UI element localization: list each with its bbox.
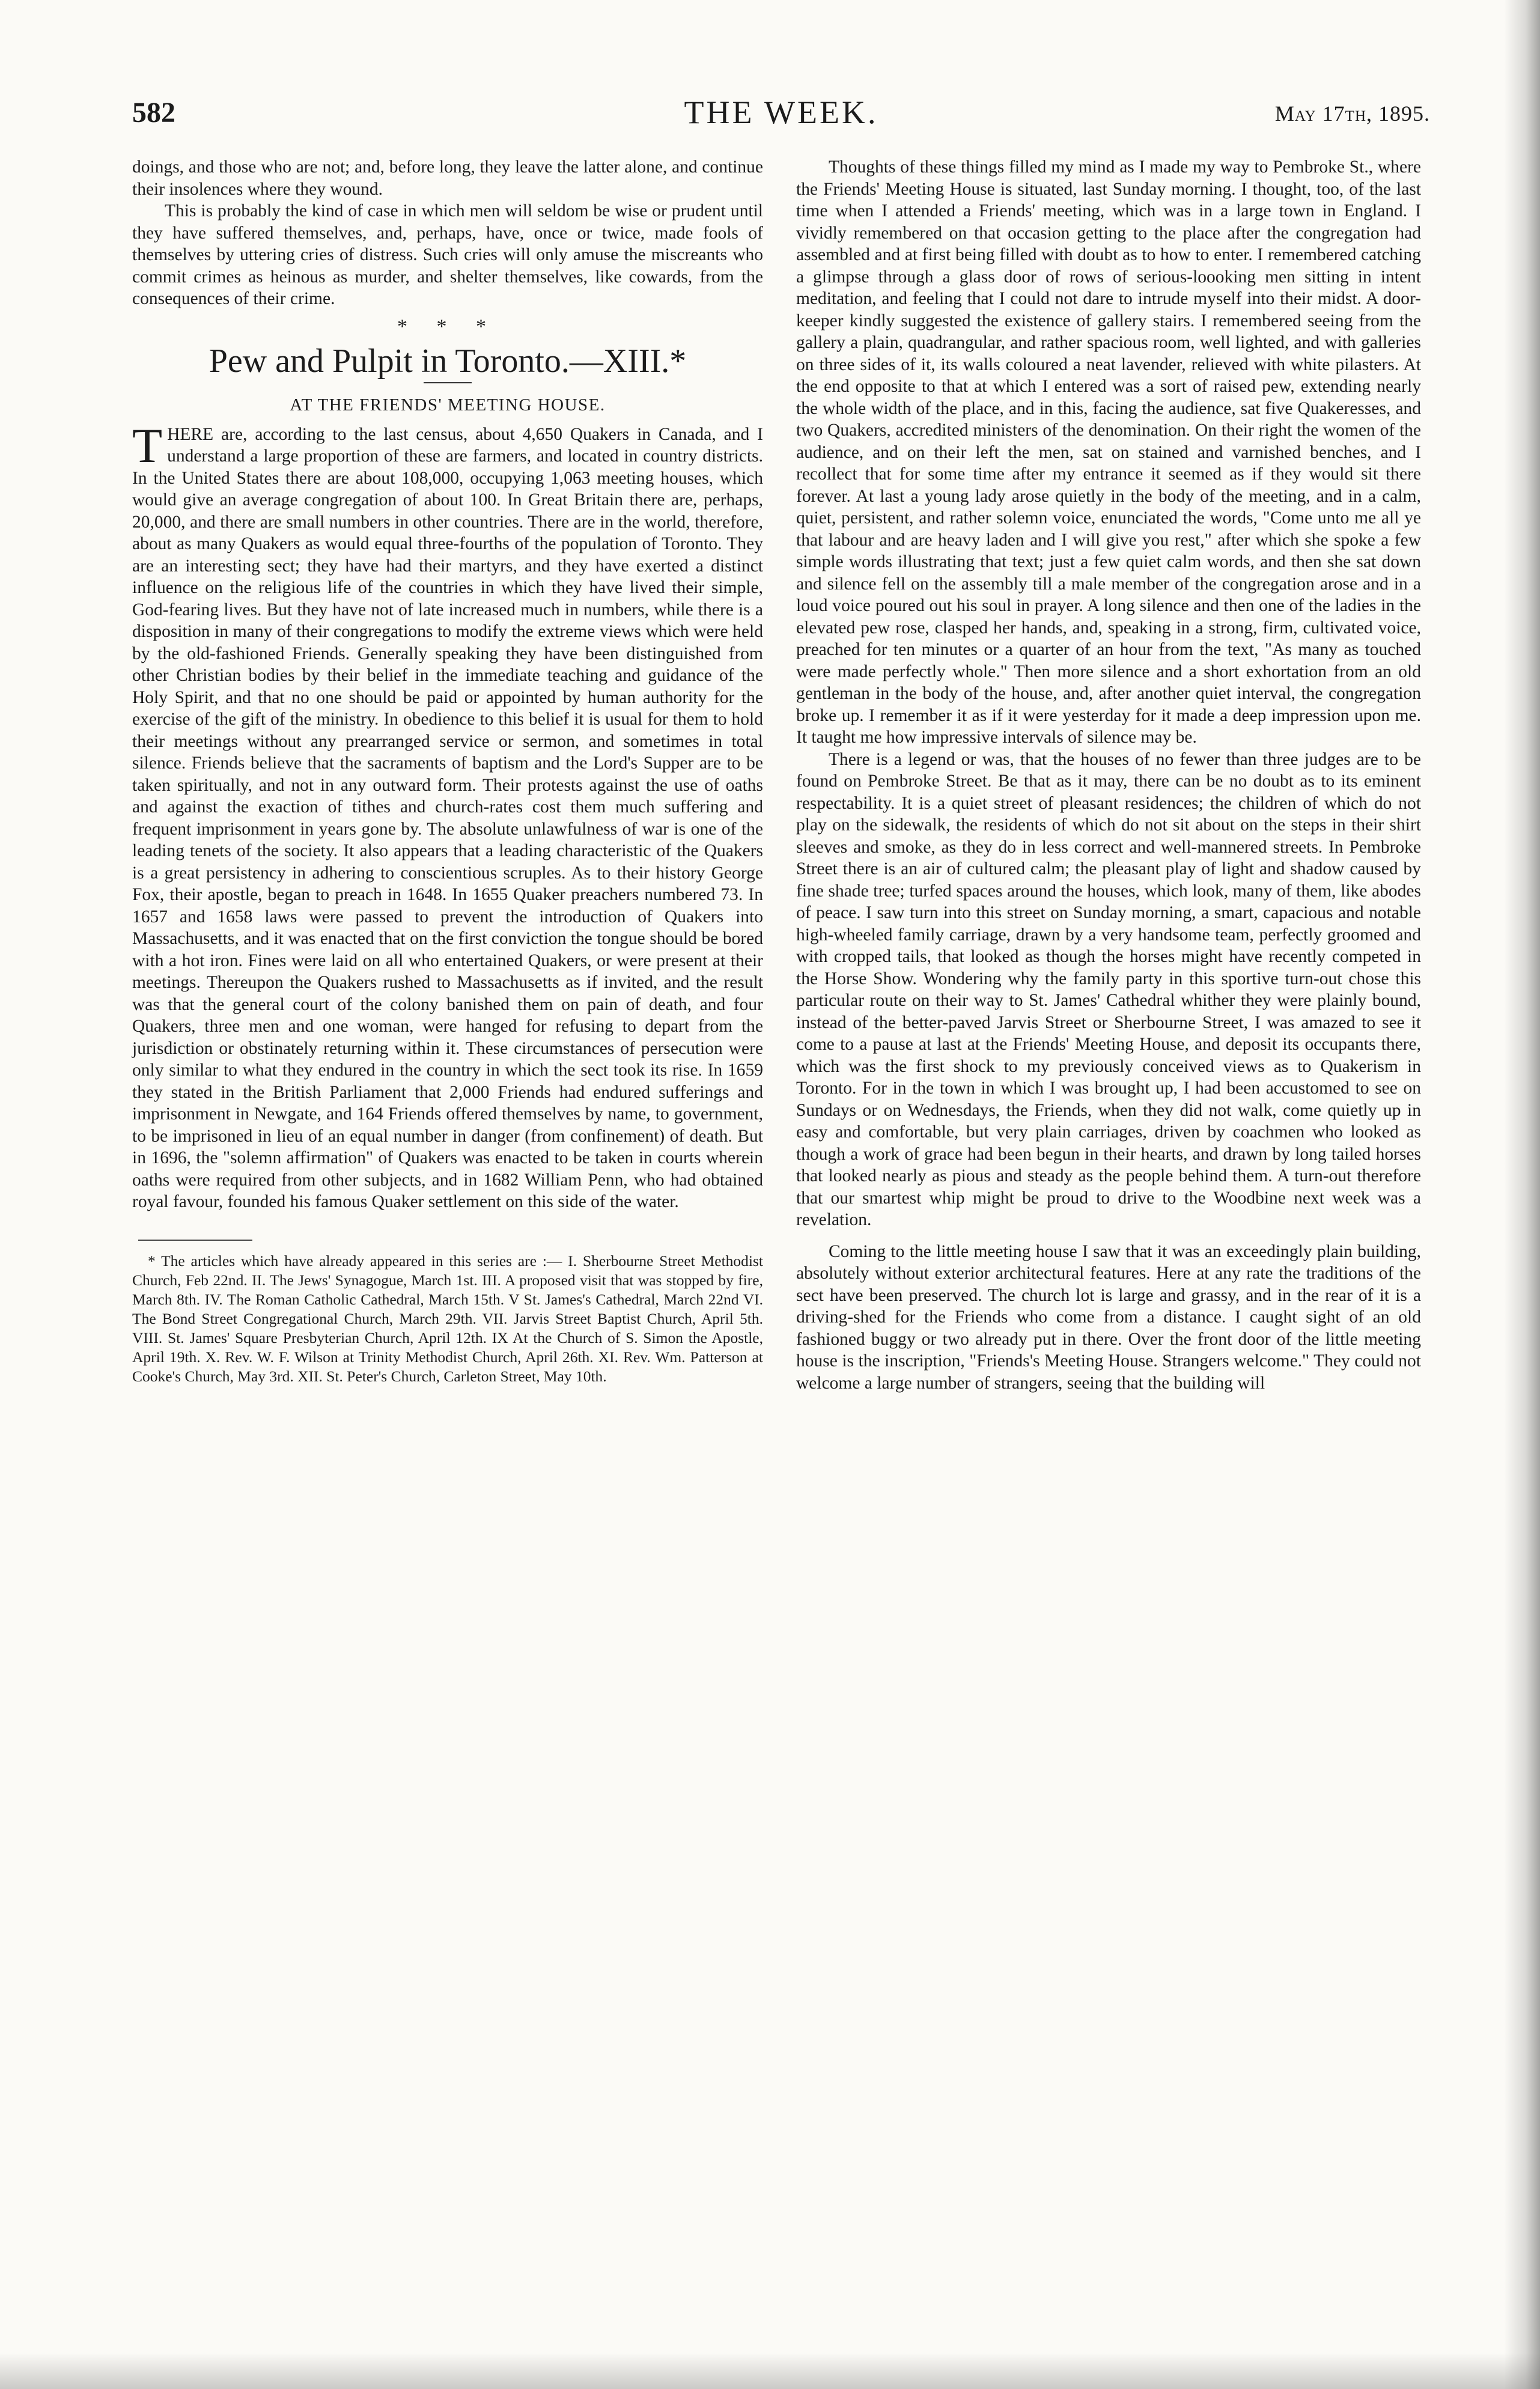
- article-body-text: HERE are, according to the last census, about 4,650 Quakers in Canada, and I understand a large proportion of these are farmers, and located in country districts. In the United States there are about 108,000, occupying 1,063 meeting houses, which would give an average congregation of about 100. In Great Britain there are, perhaps, 20,000, and there are small numbers in other countries. There are in the world, therefore, about as many Quakers as would equal three-fourths of the population of Toronto. They are an interesting sect; they have had their martyrs, and they have exerted a distinct influence on the religious life of the countries in which they have lived their simple, God-fearing lives. But they have not of late increased much in numbers, while there is a disposition in many of their congregations to modify the extreme views which were held by the old-fashioned Friends. Generally speaking they have been distinguished from other Christian bodies by their belief in the immediate teaching and guidance of the Holy Spirit, and that no one should be paid or appointed by human authority for the exercise of the gift of the ministry. In obedience to this belief it is usual for them to hold their meetings without any prearranged service or sermon, and sometimes in total silence. Friends believe that the sacraments of baptism and the Lord's Supper are to be taken spiritually, and not in any outward form. Their protests against the use of oaths and against the exaction of tithes and church-rates cost them much suffering and frequent imprisonment in years gone by. The absolute unlawfulness of war is one of the leading tenets of the society. It also appears that a leading characteristic of the Quakers is a great persistency in adhering to conscientious scruples. As to their history George Fox, their apostle, began to preach in 1648. In 1655 Quaker preachers numbered 73. In 1657 and 1658 laws were passed to prevent the introduction of Quakers into Massachusetts, and it was enacted that on the first conviction the tongue should be bored with a hot iron. Fines were laid on all who entertained Quakers, or were present at their meetings. Thereupon the Quakers rushed to Massachusetts as if invited, and the result was that the general court of the colony banished them on pain of death, and four Quakers, three men and one woman, were hanged for refusing to depart from the jurisdiction or obstinately returning within it. These circumstances of persecution were only similar to what they endured in the country in which the sect took its rise. In 1659 they stated in the British Parliament that 2,000 Friends had endured sufferings and imprisonment in Newgate, and 164 Friends offered themselves by name, to government, to be imprisoned in lieu of an equal number in danger (from confinement) of death. But in 1696, the "solemn affirmation" of Quakers was enacted to be taken in courts wherein oaths were required from other subjects, and in 1682 William Penn, who had obtained royal favour, founded his famous Quaker settlement on this side of the water.: [132, 424, 763, 1211]
- page-number: 582: [132, 97, 175, 129]
- drop-cap: T: [132, 418, 163, 473]
- right-column: [796, 156, 1421, 1394]
- title-divider: [424, 382, 472, 383]
- intro-paragraph: This is probably the kind of case in which men will seldom be wise or prudent until they have suffered themselves, and, perhaps, have, once or twice, made fools of themselves by uttering cries of distress. Such cries will only amuse the miscreants who commit crimes as heinous as murder, and shelter themselves, like cowards, from the consequences of their crime.: [132, 201, 763, 308]
- journal-title: THE WEEK.: [684, 94, 878, 130]
- article-body-paragraph: [132, 418, 763, 1213]
- footnote: [132, 1252, 763, 1386]
- section-asterism: * * *: [397, 315, 498, 338]
- page-bottom-shadow: [0, 2353, 1540, 2389]
- page-edge-shadow: [1504, 0, 1540, 2389]
- issue-date: [1275, 101, 1430, 126]
- body-paragraph: Coming to the little meeting house I saw that it was an exceedingly plain building, absolutely without exterior architectural features. Here at any rate the traditions of the sect have been preserved. The church lot is large and grassy, and in the rear of it is a driving-shed for the Friends who come from a distance. I caught sight of an old fashioned buggy or two already put in there. Over the front door of the little meeting house is the inscription, "Friends's Meeting House. Strangers welcome." They could not welcome a large number of strangers, seeing that the building will: [796, 1241, 1421, 1393]
- article-subhead: AT THE FRIENDS' MEETING HOUSE.: [290, 395, 606, 415]
- article-title: Pew and Pulpit in Toronto.—XIII.*: [208, 342, 687, 380]
- page-header: [132, 96, 1430, 138]
- left-column: [132, 156, 763, 1386]
- body-paragraph: Thoughts of these things filled my mind as I made my way to Pembroke St., where the Friends' Meeting House is situated, last Sunday morning. I thought, too, of the last time when I attended a Friends' meeting, which was in a large town in England. I vividly remembered on that occasion getting to the place after the congregation had assembled and at first being filled with doubt as to how to enter. I remembered catching a glimpse through a glass door of rows of serious-loooking men sitting in intent meditation, and feeling that I could not dare to intrude myself into their midst. A door-keeper kindly suggested the existence of gallery stairs. I remembered seeing from the gallery a plain, quadrangular, and rather spacious room, well lighted, and with galleries on three sides of it, its walls coloured a neat lavender, relieved with white pilasters. At the end opposite to that at which I entered was a sort of raised pew, extending nearly the whole width of the place, and in this, facing the audience, sat five Quakeresses, and two Quakers, accredited ministers of the denomination. On their right the women of the audience, and on their left the men, sat on stained and varnished benches, and I recollect that for some time after my entrance it seemed as if they would sit there forever. At last a young lady arose quietly in the body of the meeting, and in a calm, quiet, persistent, and rather solemn voice, enunciated the words, "Come unto me all ye that labour and are heavy laden and I will give you rest," after which she spoke a few simple words illustrating that text; just a few quiet calm words, and then she sat down and silence fell on the assembly till a male member of the congregation arose and in a loud voice poured out his soul in prayer. A long silence and then one of the ladies in the elevated pew rose, clasped her hands, and, speaking in a strong, firm, cultivated voice, preached for ten minutes or a quarter of an hour from the text, "As many as touched were made perfectly whole." Then more silence and a short exhortation from an old gentleman in the body of the house, and, after another quiet interval, the congregation broke up. I remember it as if it were yesterday for it made a deep impression upon me. It taught me how impressive intervals of silence may be.: [796, 157, 1421, 747]
- issue-date-text: May 17th, 1895.: [1274, 102, 1430, 126]
- intro-paragraph: doings, and those who are not; and, before long, they leave the latter alone, and continue their insolences where they wound.: [132, 157, 763, 199]
- footnote-text: * The articles which have already appeared in this series are :— I. Sherbourne Street Methodist Church, Feb 22nd. II. The Jews' Synagogue, March 1st. III. A proposed visit that was stopped by fire, March 8th. IV. The Roman Catholic Cathedral, March 15th. V St. James's Cathedral, March 22nd VI. The Bond Street Congregational Church, March 29th. VII. Jarvis Street Baptist Church, April 5th. VIII. St. James' Square Presbyterian Church, April 12th. IX At the Church of S. Simon the Apostle, April 19th. X. Rev. W. F. Wilson at Trinity Methodist Church, April 26th. XI. Rev. Wm. Patterson at Cooke's Church, May 3rd. XII. St. Peter's Church, Carleton Street, May 10th.: [132, 1252, 763, 1385]
- footnote-divider: [138, 1240, 252, 1241]
- body-paragraph: There is a legend or was, that the houses of no fewer than three judges are to be found on Pembroke Street. Be that as it may, there can be no doubt as to its eminent respectability. It is a quiet street of pleasant residences; the children of which do not play on the sidewalk, the residents of which do not sit about on the steps in their shirt sleeves and smoke, as they do in less correct and well-mannered streets. In Pembroke Street there is an air of cultured calm; the pleasant play of light and shadow caused by fine shade tree; turfed spaces around the houses, which look, many of them, like abodes of peace. I saw turn into this street on Sunday morning, a smart, capacious and notable high-wheeled family carriage, drawn by a very handsome team, perfectly groomed and with cropped tails, that looked as though the horses might have recently competed in the Horse Show. Wondering why the family party in this sportive turn-out chose this particular route on their way to St. James' Cathedral whither they were plainly bound, instead of the better-paved Jarvis Street or Sherbourne Street, I was amazed to see it come to a pause at last at the Friends' Meeting House, and deposit its occupants there, which was the first shock to my previously conceived views as to Quakerism in Toronto. For in the town in which I was brought up, I had been accustomed to see on Sundays or on Wednesdays, the Friends, when they did not walk, come quietly up in easy and comfortable, but very plain carriages, driven by coachmen who looked as though a work of grace had been begun in their hearts, and drawn by long tailed horses that looked nearly as pious and steady as the people behind them. A turn-out therefore that our smartest whip might be proud to drive to the Woodbine next week was a revelation.: [796, 749, 1421, 1229]
